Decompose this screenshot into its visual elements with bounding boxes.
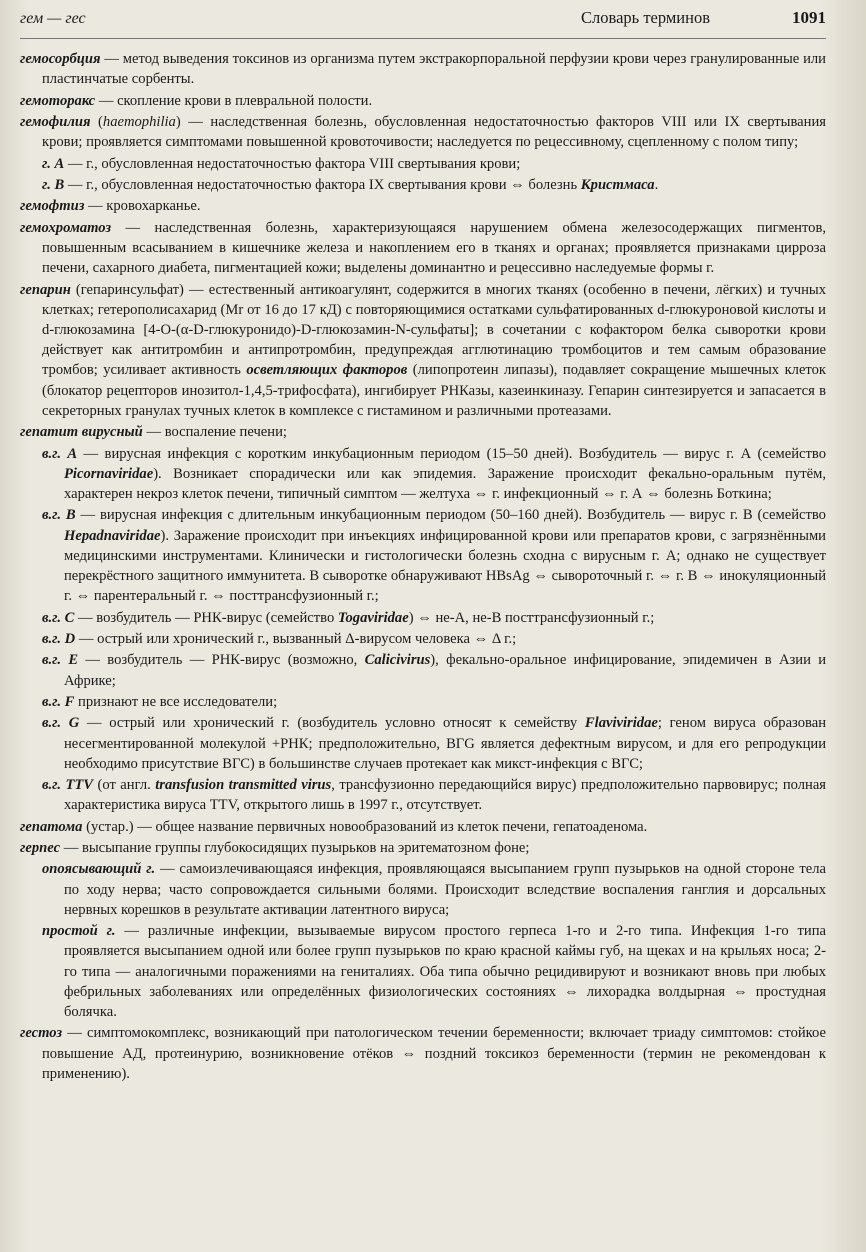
subentry-gepatit-e: в.г. Е — возбудитель — РНК-вирус (возможно, Calicivirus), фекально-оральное инфицирование, эпидемичен в Азии и Африке; [42,652,827,689]
entries-list [20,49,826,1084]
subentry-gepatit-d: в.г. D — острый или хронический г., вызванный Δ-вирусом человека ⇔ Δ г.; [42,630,517,647]
subentry-gerpes-opoyasyvayushchy: опоясывающий г. — самоизлечивающаяся инфекция, проявляющаяся высыпанием групп пузырьков на одной стороне тела по ходу нерва; часто сопровождается сильными болями. Происходит вследствие воспаления ганглия и дорсальных нервных корешков в результате активации латентного вируса; [42,861,827,918]
entry-gerpes: герпес — высыпание группы глубокосидящих пузырьков на эритематозном фоне; [20,840,530,857]
entry-gemoftiz: гемофтиз — кровохарканье. [20,198,201,215]
page-number: 1091 [792,8,826,27]
subentry-gepatit-f: в.г. F признают не все исследователи; [42,693,278,710]
subentry-gemofiliya-b: г. В — г., обусловленная недостаточностью фактора IX свертывания крови ⇔ болезнь Кристмаса. [42,176,659,193]
subentry-gepatit-b: в.г. В — вирусная инфекция с длительным инкубационным периодом (50–160 дней). Возбудитель — вирус г. В (семейство Hepadnaviridae). Заражение происходит при инъекциях инфицированной крови или препаратов крови, с загрязнёнными медицинскими инструментами. Клинически и гистологически болезнь сходна с вирусным г. А; однако не существует перекрёстного защитного иммунитета. В сыворотке обнаруживают HBsAg ⇔ сывороточный г. ⇔ г. В ⇔ инокуляционный г. ⇔ парентеральный г. ⇔ посттрансфузионный г.; [42,507,826,605]
subentry-gepatit-ttv: в.г. TTV (от англ. transfusion transmitted virus, трансфузионно передающийся вирус) предположительно парвовирус; полная характеристика вируса TTV, открытого лишь в 1997 г., отсутствует. [42,777,827,814]
subentry-gepatit-a: в.г. А — вирусная инфекция с коротким инкубационным периодом (15–50 дней). Возбудитель — вирус г. А (семейство Picornaviridae). Возникает спорадически или как эпидемия. Заражение происходит фекально-оральным путём, характерен некроз клеток печени, типичный симптом — желтуха ⇔ г. инфекционный ⇔ г. А ⇔ болезнь Боткина; [42,445,826,502]
subentry-gerpes-prostoy: простой г. — различные инфекции, вызываемые вирусом простого герпеса 1-го и 2-го типа. Инфекция 1-го типа проявляется высыпанием одной или более групп пузырьков по краю красной каймы губ, на щеках и на крыльях носа; 2-го типа — аналогичными поражениями на гениталиях. Оба типа обычно рецидивируют и возникают вновь при любых фебрильных заболеваниях или определённых физиологических состояниях ⇔ лихорадка волдырная ⇔ простудная болячка. [42,923,826,1021]
entry-gemosorbtsiya: гемосорбция — метод выведения токсинов из организма путем экстракорпоральной перфузии крови через гранулированные или пластинчатые сорбенты. [20,51,826,88]
subentry-gepatit-g: в.г. G — острый или хронический г. (возбудитель условно относят к семейству Flaviviridae; геном вируса образован несегментированной молекулой +РНК; предположительно, ВГG является дефектным вирусом, и для его репродукции необходимо присутствие ВГС) в большинстве случаев протекает как микст-инфекция с ВГС; [42,715,827,772]
header-title: Словарь терминов [581,8,710,27]
entry-geparin: гепарин (гепаринсульфат) — естественный антикоагулянт, содержится в многих тканях (особенно в печени, лёгких) и тучных клетках; гетерополисахарид (Mr от 16 до 17 кД) с повторяющимися остатками сульфатированных d-глюкуроновой кислоты и d-глюкозамина [4-O-(α-D-глюкуронидо)-D-глюкозамин-N-сульфаты]; в сочетании с кофактором белка сыворотки крови действует как антитромбин и антипротромбин, предупреждая агглютинацию тромбоцитов и тем самым образование тромбов; усиливает активность осветляющих факторов (липопротеин липазы), подавляет сокращение мышечных клеток (блокатор рецепторов инозитол-1,4,5-трифосфата), ингибирует РНКазы, казеинкиназу. Гепарин синтезируется и запасается в секреторных гранулах тучных клеток в комплексе с гистамином и различными протеазами. [20,281,826,419]
header-range: гем — гес [20,10,86,27]
entry-gemofiliya: гемофилия (haemophilia) — наследственная болезнь, обусловленная недостаточностью факторов VIII или IX свертывания крови; проявляется симптомами повышенной кровоточивости; наследуется по рецессивному, сцепленному с полом типу; [20,113,826,151]
page-header [20,8,826,39]
subentry-gemofiliya-a: г. А — г., обусловленная недостаточностью фактора VIII свертывания крови; [42,155,521,172]
entry-gepatoma: гепатома (устар.) — общее название первичных новообразований из клеток печени, гепатоаденома. [20,818,648,835]
entry-gepatit-virusny: гепатит вирусный — воспаление печени; [20,424,287,441]
entry-gestoz: гестоз — симптомокомплекс, возникающий при патологическом течении беременности; включает триаду симптомов: стойкое повышение АД, протеинурию, возникновение отёков ⇔ поздний токсикоз беременности (термин не рекомендован к применению). [20,1025,826,1082]
entry-gemokhromatoz: гемохроматоз — наследственная болезнь, характеризующаяся нарушением обмена железосодержащих пигментов, повышенным всасыванием в кишечнике железа и накоплением его в тканях и органах; проявляется признаками цирроза печени, сахарного диабета, пигментацией кожи; выделены доминантно и рецессивно наследуемые формы г. [20,219,826,277]
entry-gemotoraks: гемоторакс — скопление крови в плевральной полости. [20,92,373,109]
subentry-gepatit-c: в.г. С — возбудитель — РНК-вирус (семейство Togaviridae) ⇔ не-А, не-В посттрансфузионный г.; [42,609,655,626]
